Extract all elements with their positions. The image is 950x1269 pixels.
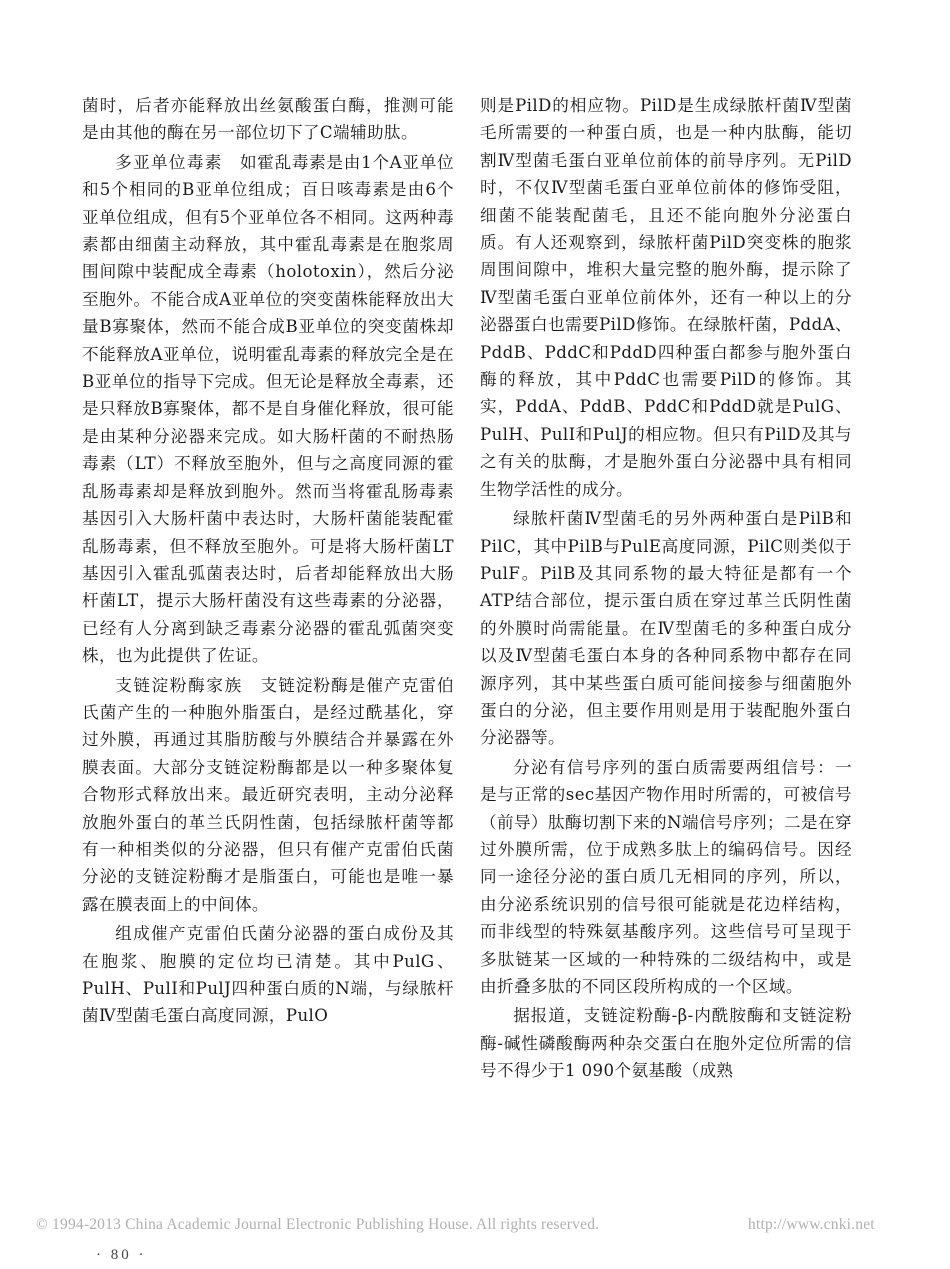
section-heading: 多亚单位毒素 bbox=[115, 152, 223, 172]
paragraph: 菌时，后者亦能释放出丝氨酸蛋白酶，推测可能是由其他的酶在另一部位切下了C端辅助肽。 bbox=[82, 96, 454, 143]
paragraph: 组成催产克雷伯氏菌分泌器的蛋白成份及其在胞浆、胞膜的定位均已清楚。其中PulG、PulH、PulI和PulJ四种蛋白质的N端，与绿脓杆菌Ⅳ型菌毛蛋白高度同源，PulO bbox=[82, 924, 454, 1026]
paragraph: 绿脓杆菌Ⅳ型菌毛的另外两种蛋白是PilB和PilC，其中PilB与PulE高度同源，PilC则类似于PulF。PilB及其同系物的最大特征是都有一个ATP结合部位，提示蛋白质在穿过革兰氏阴性菌的外膜时尚需能量。在Ⅳ型菌毛的多种蛋白成分以及Ⅳ型菌毛蛋白本身的各种同系物中都存在同源序列，其中某些蛋白质可能间接参与细菌胞外蛋白的分泌，但主要作用则是用于装配胞外蛋白分泌器等。 bbox=[480, 509, 852, 748]
left-column bbox=[82, 92, 454, 1030]
page-number: · 80 · bbox=[96, 1247, 147, 1263]
paragraph: 分泌有信号序列的蛋白质需要两组信号：一是与正常的sec基因产物作用时所需的，可被信号（前导）肽酶切割下来的N端信号序列；二是在穿过外膜所需，位于成熟多肽上的编码信号。因经同一途径分泌的蛋白质几无相同的序列，所以，由分泌系统识别的信号很可能就是花边样结构，而非线型的特殊氨基酸序列。这些信号可呈现于多肽链某一区域的一种特殊的二级结构中，或是由折叠多肽的不同区段所构成的一个区域。 bbox=[480, 757, 852, 996]
paragraph: 据报道，支链淀粉酶-β-内酰胺酶和支链淀粉酶-碱性磷酸酶两种杂交蛋白在胞外定位所需的信号不得少于1 090个氨基酸（成熟 bbox=[480, 1006, 852, 1081]
section-heading: 支链淀粉酶家族 bbox=[115, 675, 243, 695]
paragraph-body: 支链淀粉酶是催产克雷伯氏菌产生的一种胞外脂蛋白，是经过酰基化，穿过外膜，再通过其脂肪酸与外膜结合并暴露在外膜表面。大部分支链淀粉酶都是以一种多聚体复合物形式释放出来。最近研究表明，主动分泌释放胞外蛋白的革兰氏阴性菌，包括绿脓杆菌等都有一种相类似的分泌器，但只有催产克雷伯氏菌分泌的支链淀粉酶才是脂蛋白，可能也是唯一暴露在膜表面上的中间体。 bbox=[82, 675, 455, 914]
source-url[interactable]: http://www.cnki.net bbox=[748, 1216, 875, 1233]
paragraph-body: 如霍乱毒素是由1个A亚单位和5个相同的B亚单位组成；百日咳毒素是由6个亚单位组成，但有5个亚单位各不相同。这两种毒素都由细菌主动释放，其中霍乱毒素是在胞浆周围间隙中装配成全毒素（holotoxin），然后分泌至胞外。不能合成A亚单位的突变菌株能释放出大量B寡聚体，然而不能合成B亚单位的突变菌株却不能释放A亚单位，说明霍乱毒素的释放完全是在B亚单位的指导下完成。但无论是释放全毒素，还是只释放B寡聚体，都不是自身催化释放，很可能是由某种分泌器来完成。如大肠杆菌的不耐热肠毒素（LT）不释放至胞外，但与之高度同源的霍乱肠毒素却是释放到胞外。然而当将霍乱肠毒素基因引入大肠杆菌中表达时，大肠杆菌能装配霍乱肠毒素，但不释放至胞外。可是将大肠杆菌LT基因引入霍乱弧菌表达时，后者却能释放出大肠杆菌LT，提示大肠杆菌没有这些毒素的分泌器，已经有人分离到缺乏毒素分泌器的霍乱弧菌突变株，也为此提供了佐证。 bbox=[82, 152, 454, 666]
copyright-notice: © 1994-2013 China Academic Journal Electronic Publishing House. All rights reserved. bbox=[36, 1216, 600, 1233]
paragraph bbox=[82, 672, 454, 919]
paragraph bbox=[82, 149, 454, 670]
paragraph: 则是PilD的相应物。PilD是生成绿脓杆菌Ⅳ型菌毛所需要的一种蛋白质，也是一种内肽酶，能切割Ⅳ型菌毛蛋白亚单位前体的前导序列。无PilD时，不仅Ⅳ型菌毛蛋白亚单位前体的修饰受阻，细菌不能装配菌毛，且还不能向胞外分泌蛋白质。有人还观察到，绿脓杆菌PilD突变株的胞浆周围间隙中，堆积大量完整的胞外酶，提示除了Ⅳ型菌毛蛋白亚单位前体外，还有一种以上的分泌器蛋白也需要PilD修饰。在绿脓杆菌，PddA、PddB、PddC和PddD四种蛋白都参与胞外蛋白酶的释放，其中PddC也需要PilD的修饰。其实，PddA、PddB、PddC和PddD就是PulG、PulH、PulI和PulJ的相应物。但只有PilD及其与之有关的肽酶，才是胞外蛋白分泌器中具有相同生物学活性的成分。 bbox=[480, 96, 852, 499]
right-column bbox=[480, 92, 852, 1085]
